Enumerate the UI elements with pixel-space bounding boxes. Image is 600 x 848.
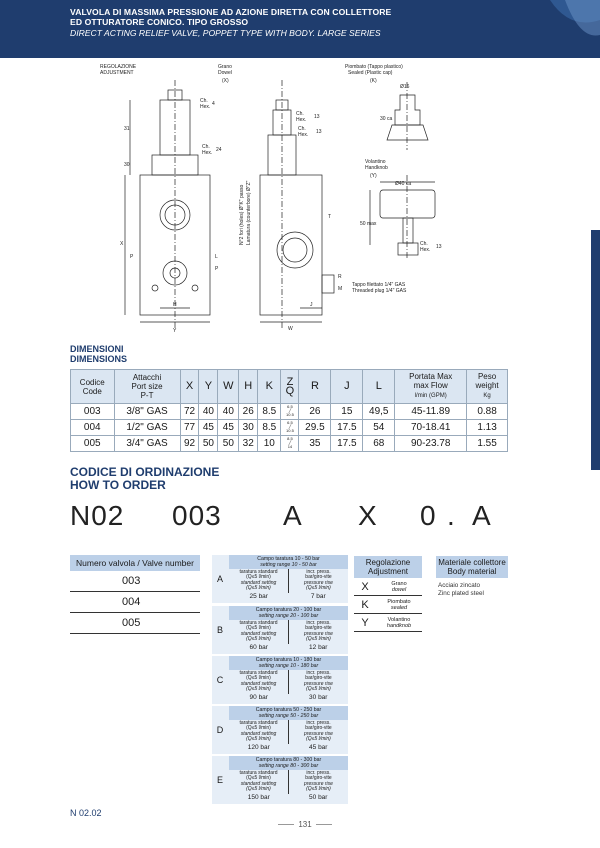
inc-q: (Q≤5 l/min) xyxy=(306,585,331,592)
range-it: Campo taratura 80 - 300 bar xyxy=(255,757,322,763)
cell-wt: 0.88 xyxy=(467,404,508,420)
material-header xyxy=(436,556,508,578)
range-std xyxy=(229,670,288,694)
material-desc xyxy=(436,578,508,598)
code-part-n02: N02 xyxy=(70,500,125,531)
side-note-2: Lamatura (counterbore) Ø"Z" xyxy=(246,180,252,245)
cell-port: 3/8" GAS xyxy=(114,404,180,420)
cell-w: 45 xyxy=(218,420,239,436)
th-l: L xyxy=(363,370,395,404)
range-box-d xyxy=(212,706,348,754)
th-flow-1: Portata Max xyxy=(409,372,453,381)
z-bot: 10.5 xyxy=(286,411,294,417)
th-y: Y xyxy=(199,370,218,404)
inc-en: pressure rise xyxy=(304,730,333,737)
dim-y-label: Y xyxy=(173,328,177,334)
title-en: DIRECT ACTING RELIEF VALVE, POPPET TYPE WITH BODY. LARGE SERIES xyxy=(70,28,381,38)
adjustment-en: dowel xyxy=(391,586,407,593)
std-value: 150 bar xyxy=(247,793,270,801)
code-part-valve: 003 xyxy=(172,500,222,531)
range-std xyxy=(229,620,288,644)
range-inner xyxy=(229,606,348,651)
inc-it: incr. press. xyxy=(306,620,331,626)
cell-h: 26 xyxy=(239,404,258,420)
dim-h-label: H xyxy=(173,302,177,308)
material-it: Acciaio zincato xyxy=(438,582,480,589)
range-heading xyxy=(229,706,348,720)
th-port-1: Attacchi xyxy=(132,373,162,382)
catalog-code: N 02.02 xyxy=(70,808,102,818)
table-row xyxy=(71,436,508,452)
std-it: taratura standard xyxy=(239,720,278,726)
adjustment-row xyxy=(354,596,422,614)
cell-code: 005 xyxy=(71,436,115,452)
range-letter: C xyxy=(216,675,224,685)
std-q: (Q≤5 l/min) xyxy=(246,675,271,682)
std-it: taratura standard xyxy=(239,770,278,776)
inc-value: 30 bar xyxy=(309,693,328,701)
inc-value: 45 bar xyxy=(309,743,328,751)
range-box-c xyxy=(212,656,348,704)
adjustment-header xyxy=(354,556,422,578)
z-bot: 14 xyxy=(287,443,293,449)
adjustment-it: Grano xyxy=(391,580,407,587)
order-heading-it: CODICE DI ORDINAZIONE xyxy=(70,465,220,479)
header-wave-decoration xyxy=(530,0,600,58)
material-header-it: Materiale collettore xyxy=(438,558,506,567)
code-part-range: A xyxy=(283,500,303,531)
hex24-ch: Ch. xyxy=(202,144,210,150)
cell-k: 8.5 xyxy=(258,404,281,420)
table-row xyxy=(71,404,508,420)
cell-h: 30 xyxy=(239,420,258,436)
cell-w: 50 xyxy=(218,436,239,452)
range-en: setting range 10 - 180 bar xyxy=(258,663,319,669)
std-q: (Q≤5 l/min) xyxy=(246,775,271,782)
range-inc xyxy=(288,720,348,744)
inc-value: 7 bar xyxy=(310,592,326,600)
dim-w-label: W xyxy=(288,326,293,332)
inc-2: bar/giro-vite xyxy=(305,574,332,581)
inc-value: 50 bar xyxy=(309,793,328,801)
code-part-zero: 0 xyxy=(420,500,437,531)
adjustment-key: K xyxy=(361,598,369,611)
cell-x: 92 xyxy=(180,436,199,452)
std-q2: (Q≤5 l/min) xyxy=(246,585,271,592)
std-q: (Q≤5 l/min) xyxy=(246,725,271,732)
cell-k: 10 xyxy=(258,436,281,452)
code-part-adjust: X xyxy=(358,500,378,531)
adjustment-header-en: Adjustment xyxy=(367,567,409,576)
order-heading-en: HOW TO ORDER xyxy=(70,478,166,492)
range-letter: A xyxy=(216,574,223,584)
th-h: H xyxy=(239,370,258,404)
cell-wt: 1.55 xyxy=(467,436,508,452)
range-inc xyxy=(288,670,348,694)
cell-r: 26 xyxy=(299,404,331,420)
hex13-ch: Ch. xyxy=(296,111,304,117)
hex-label: Hex. xyxy=(200,104,211,110)
range-en: setting range 20 - 100 bar xyxy=(258,613,319,619)
th-z: Z xyxy=(286,375,294,388)
range-en: setting range 50 - 250 bar xyxy=(258,713,319,719)
std-en: standard setting xyxy=(240,730,277,737)
cell-code: 004 xyxy=(71,420,115,436)
th-wt-2: weight xyxy=(475,381,499,390)
title-it-1: VALVOLA DI MASSIMA PRESSIONE AD AZIONE DIRETTA CON COLLETTORE xyxy=(70,7,392,17)
th-port-2: Port size xyxy=(131,382,163,391)
range-en: setting range 80 - 300 bar xyxy=(258,763,319,769)
range-inner xyxy=(229,656,348,701)
cell-flow: 70-18.41 xyxy=(395,420,467,436)
th-code-en: Code xyxy=(82,386,102,396)
std-it: taratura standard xyxy=(239,670,278,676)
range-inc xyxy=(288,770,348,794)
range-cols xyxy=(229,569,348,593)
hex13c-hex: Hex. xyxy=(420,247,431,253)
th-port-3: P-T xyxy=(140,391,154,400)
std-value: 60 bar xyxy=(249,643,268,651)
z-top: 6.5 xyxy=(287,419,293,425)
cell-x: 72 xyxy=(180,404,199,420)
th-k: K xyxy=(258,370,281,404)
d40-label: Ø40 ca xyxy=(395,181,412,187)
cell-z: 8.5 ╱ 14 xyxy=(281,436,299,452)
std-en: standard setting xyxy=(240,579,277,586)
hex24-value: 24 xyxy=(216,147,222,153)
valve-header: Numero valvola / Valve number xyxy=(70,555,200,571)
cell-j: 17.5 xyxy=(331,420,363,436)
th-r: R xyxy=(299,370,331,404)
vol-en-label: Handknob xyxy=(365,165,388,171)
inc-q: (Q≤5 l/min) xyxy=(306,786,331,793)
hex24-hex: Hex. xyxy=(202,150,213,156)
port-l-label: L xyxy=(215,254,218,260)
range-values xyxy=(229,794,348,801)
page-header xyxy=(0,0,600,58)
z-top: 6.5 xyxy=(287,403,293,409)
cell-r: 35 xyxy=(299,436,331,452)
range-it: Campo taratura 20 - 100 bar xyxy=(255,607,322,613)
std-en: standard setting xyxy=(240,680,277,687)
table-row xyxy=(71,420,508,436)
cell-k: 8.5 xyxy=(258,420,281,436)
range-cols xyxy=(229,720,348,744)
cell-code: 003 xyxy=(71,404,115,420)
dimensions-table xyxy=(70,369,508,452)
std-q: (Q≤5 l/min) xyxy=(246,625,271,632)
range-std xyxy=(229,720,288,744)
z-bot: 10.5 xyxy=(286,427,294,433)
tappo-en-label: Threaded plug 1/4" GAS xyxy=(352,288,407,294)
code-part-dot: . xyxy=(447,500,456,531)
std-q2: (Q≤5 l/min) xyxy=(246,736,271,743)
hex13b-hex: Hex. xyxy=(298,132,309,138)
inc-en: pressure rise xyxy=(304,680,333,687)
material-box xyxy=(436,556,508,598)
range-values xyxy=(229,644,348,651)
range-values xyxy=(229,744,348,751)
range-box-e xyxy=(212,756,348,804)
material-en: Zinc plated steel xyxy=(438,590,484,597)
range-heading xyxy=(229,656,348,670)
range-heading xyxy=(229,756,348,770)
range-std xyxy=(229,770,288,794)
adjustment-it: Piombato xyxy=(387,598,411,605)
th-j: J xyxy=(331,370,363,404)
cell-j: 15 xyxy=(331,404,363,420)
material-header-en: Body material xyxy=(447,567,497,576)
grano-en-label: Dowel xyxy=(218,70,232,76)
range-heading xyxy=(229,606,348,620)
hex13b-ch: Ch. xyxy=(298,126,306,132)
hex13-value: 13 xyxy=(314,114,320,120)
inc-it: incr. press. xyxy=(306,770,331,776)
th-q: Q xyxy=(285,384,295,397)
hex13b-value: 13 xyxy=(316,129,322,135)
section-order-heading xyxy=(70,466,219,492)
cell-w: 40 xyxy=(218,404,239,420)
std-en: standard setting xyxy=(240,630,277,637)
hex13c-value: 13 xyxy=(436,244,442,250)
technical-drawing xyxy=(70,60,540,345)
adj-en-label: ADJUSTMENT xyxy=(100,70,134,76)
valve-item: 003 xyxy=(70,571,200,592)
std-value: 90 bar xyxy=(249,693,268,701)
adjustment-row xyxy=(354,578,422,596)
code-part-material: A xyxy=(472,500,492,531)
ch-label: Ch. xyxy=(200,98,208,104)
inc-en: pressure rise xyxy=(304,630,333,637)
range-values xyxy=(229,593,348,600)
cell-y: 40 xyxy=(199,404,218,420)
adjustment-en: sealed xyxy=(390,604,408,611)
range-box-a xyxy=(212,555,348,603)
range-it: Campo taratura 10 - 180 bar xyxy=(255,657,322,663)
grano-it-label: Grano xyxy=(218,64,232,70)
range-cols xyxy=(229,770,348,794)
cell-h: 32 xyxy=(239,436,258,452)
range-cols xyxy=(229,620,348,644)
range-values xyxy=(229,694,348,701)
range-letter: D xyxy=(216,725,224,735)
cell-flow: 45-11.89 xyxy=(395,404,467,420)
std-it: taratura standard xyxy=(239,620,278,626)
port-p2-label: P xyxy=(215,266,219,272)
port-r-label: R xyxy=(338,274,342,280)
range-inner xyxy=(229,555,348,600)
cell-flow: 90-23.78 xyxy=(395,436,467,452)
cell-r: 29.5 xyxy=(299,420,331,436)
inc-it: incr. press. xyxy=(306,569,331,575)
range-letter: B xyxy=(216,625,223,635)
range-box-b xyxy=(212,606,348,654)
range-letter: E xyxy=(216,775,223,785)
page-number: 131 xyxy=(270,820,340,829)
cell-z: 6.5 ╱ 10.5 xyxy=(281,420,299,436)
dim30ca-label: 30 ca xyxy=(380,116,393,122)
range-it: Campo taratura 50 - 250 bar xyxy=(255,707,322,713)
cell-l: 68 xyxy=(363,436,395,452)
th-w: W xyxy=(218,370,239,404)
range-inner xyxy=(229,756,348,801)
std-value: 120 bar xyxy=(247,743,270,751)
piomb-en-label: Sealed (Plastic cap) xyxy=(348,70,393,76)
vol-key: (Y) xyxy=(370,173,377,179)
std-q2: (Q≤5 l/min) xyxy=(246,786,271,793)
inc-value: 12 bar xyxy=(309,643,328,651)
valve-item: 004 xyxy=(70,592,200,613)
cell-y: 45 xyxy=(199,420,218,436)
cell-x: 77 xyxy=(180,420,199,436)
cell-l: 54 xyxy=(363,420,395,436)
std-en: standard setting xyxy=(240,780,277,787)
th-wt-1: Peso xyxy=(477,372,497,381)
cell-z: 6.5 ╱ 10.5 xyxy=(281,404,299,420)
hex13c-ch: Ch. xyxy=(420,241,428,247)
std-q: (Q≤5 l/min) xyxy=(246,574,271,581)
z-top: 8.5 xyxy=(287,435,293,441)
adjustment-box xyxy=(354,556,422,632)
inc-it: incr. press. xyxy=(306,670,331,676)
cell-y: 50 xyxy=(199,436,218,452)
hex4-value: 4 xyxy=(212,101,215,107)
adjustment-header-it: Regolazione xyxy=(365,558,411,567)
adjustment-row xyxy=(354,614,422,632)
th-flow-3: l/min (GPM) xyxy=(414,393,447,399)
inc-2: bar/giro-vite xyxy=(305,675,332,682)
th-code-it: Codice xyxy=(79,377,105,387)
piomb-key: (K) xyxy=(370,78,377,84)
inc-q: (Q≤5 l/min) xyxy=(306,636,331,643)
d31-label: 31 xyxy=(124,126,130,132)
range-en: setting range 10 - 50 bar xyxy=(260,562,317,568)
std-value: 25 bar xyxy=(249,592,268,600)
port-p-label: P xyxy=(130,254,134,260)
inc-2: bar/giro-vite xyxy=(305,775,332,782)
hex13-hex: Hex. xyxy=(296,117,307,123)
inc-2: bar/giro-vite xyxy=(305,625,332,632)
dim-j-label: J xyxy=(310,302,313,308)
title-it-2: ED OTTURATORE CONICO. TIPO GROSSO xyxy=(70,17,249,27)
port-t-label: T xyxy=(328,214,332,220)
valve-number-box xyxy=(70,555,200,634)
table-header-row xyxy=(71,370,508,404)
range-inc xyxy=(288,569,348,593)
cell-wt: 1.13 xyxy=(467,420,508,436)
adj-it-label: REGOLAZIONE xyxy=(100,64,137,70)
inc-2: bar/giro-vite xyxy=(305,725,332,732)
section-dim-heading xyxy=(70,344,127,364)
dim-x-label: X xyxy=(120,241,124,247)
adjustment-en: handknob xyxy=(386,622,412,629)
range-cols xyxy=(229,670,348,694)
side-note-1: N°2 fori (holes) Ø"K" passo xyxy=(239,184,245,245)
range-it: Campo taratura 10 - 50 bar xyxy=(257,556,320,562)
inc-it: incr. press. xyxy=(306,720,331,726)
adjustment-it: Volantino xyxy=(387,616,411,623)
adjustment-key: Y xyxy=(361,616,369,629)
d16-label: Ø16 xyxy=(400,84,410,90)
cell-l: 49,5 xyxy=(363,404,395,420)
valve-item: 005 xyxy=(70,613,200,634)
th-x: X xyxy=(180,370,199,404)
th-wt-3: Kg xyxy=(483,393,491,399)
adjustment-key: X xyxy=(361,580,369,593)
inc-q: (Q≤5 l/min) xyxy=(306,736,331,743)
inc-en: pressure rise xyxy=(304,579,333,586)
side-tab xyxy=(591,230,600,470)
std-it: taratura standard xyxy=(239,569,278,575)
port-m-label: M xyxy=(338,286,343,292)
piomb-it-label: Piombato (Tappo plastico) xyxy=(345,64,403,70)
dim-heading-it: DIMENSIONI xyxy=(70,344,124,354)
grano-key: (X) xyxy=(222,78,229,84)
range-std xyxy=(229,569,288,593)
dim50max-label: 50 max xyxy=(360,221,377,227)
std-q2: (Q≤5 l/min) xyxy=(246,686,271,693)
cell-port: 1/2" GAS xyxy=(114,420,180,436)
tappo-it-label: Tappo filettato 1/4" GAS xyxy=(352,282,406,288)
cell-port: 3/4" GAS xyxy=(114,436,180,452)
vol-it-label: Volantino xyxy=(365,159,386,165)
range-inc xyxy=(288,620,348,644)
th-flow-2: max Flow xyxy=(413,381,448,390)
inc-en: pressure rise xyxy=(304,780,333,787)
d30-label: 30 xyxy=(124,162,130,168)
cell-j: 17.5 xyxy=(331,436,363,452)
range-heading xyxy=(229,555,348,569)
dim-heading-en: DIMENSIONS xyxy=(70,354,128,364)
std-q2: (Q≤5 l/min) xyxy=(246,636,271,643)
inc-q: (Q≤5 l/min) xyxy=(306,686,331,693)
range-inner xyxy=(229,706,348,751)
